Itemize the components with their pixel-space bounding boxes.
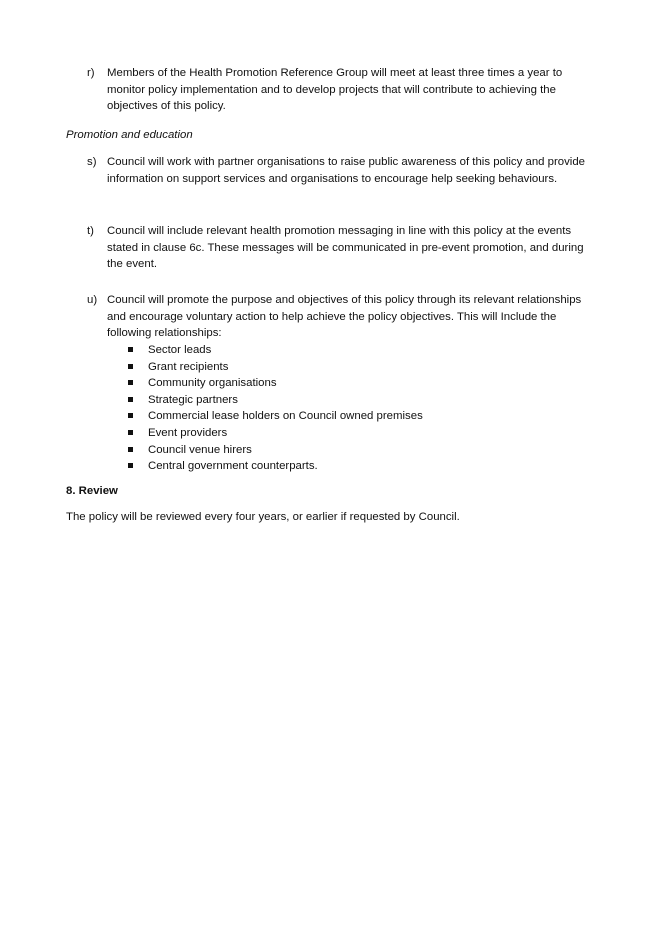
list-item bbox=[127, 408, 423, 425]
list-item bbox=[127, 425, 423, 442]
list-item bbox=[127, 442, 423, 459]
clause-t bbox=[87, 223, 587, 273]
clause-r-text: Members of the Health Promotion Reference Group will meet at least three times a year to monitor policy implementation and to develop projects that will contribute to achieving the objectives of this policy. bbox=[107, 67, 563, 113]
list-item bbox=[127, 375, 423, 392]
clause-t-text: Council will include relevant health promotion messaging in line with this policy at the events stated in clause 6c. These messages will be communicated in pre-event promotion, and during the event. bbox=[107, 225, 584, 271]
square-bullet-icon bbox=[128, 364, 133, 369]
square-bullet-icon bbox=[128, 397, 133, 402]
square-bullet-icon bbox=[128, 413, 133, 418]
square-bullet-icon bbox=[128, 463, 133, 468]
list-item-label: Sector leads bbox=[148, 344, 212, 356]
clause-s-text: Council will work with partner organisations to raise public awareness of this policy and provide information on support services and organisations to encourage help seeking behaviours. bbox=[107, 156, 586, 185]
list-item bbox=[127, 359, 423, 376]
review-heading: 8. Review bbox=[66, 485, 118, 497]
list-item-label: Grant recipients bbox=[148, 360, 229, 373]
list-item bbox=[127, 392, 423, 409]
list-item-label: Commercial lease holders on Council owned premises bbox=[148, 410, 423, 423]
square-bullet-icon bbox=[128, 430, 133, 435]
list-item-label: Event providers bbox=[148, 426, 228, 439]
square-bullet-icon bbox=[128, 347, 133, 352]
clause-u-marker: u) bbox=[87, 294, 98, 306]
list-item-label: Central government counterparts. bbox=[148, 460, 318, 473]
clause-u bbox=[87, 292, 587, 342]
square-bullet-icon bbox=[128, 447, 133, 452]
clause-r-marker: r) bbox=[87, 67, 95, 79]
promotion-education-subheading: Promotion and education bbox=[66, 129, 193, 141]
relationships-list bbox=[127, 342, 423, 475]
clause-s-marker: s) bbox=[87, 156, 97, 168]
list-item-label: Council venue hirers bbox=[148, 443, 252, 456]
list-item-label: Community organisations bbox=[148, 377, 277, 390]
list-item bbox=[127, 342, 423, 359]
list-item-label: Strategic partners bbox=[148, 393, 238, 406]
list-item bbox=[127, 458, 423, 475]
clause-s bbox=[87, 154, 587, 187]
clause-u-text: Council will promote the purpose and objectives of this policy through its relevant relationships and encourage voluntary action to help achieve the policy objectives. This will Include the following relationships: bbox=[107, 294, 582, 340]
review-text: The policy will be reviewed every four years, or earlier if requested by Council. bbox=[66, 511, 460, 523]
clause-t-marker: t) bbox=[87, 225, 94, 237]
square-bullet-icon bbox=[128, 380, 133, 385]
clause-r bbox=[87, 65, 587, 115]
